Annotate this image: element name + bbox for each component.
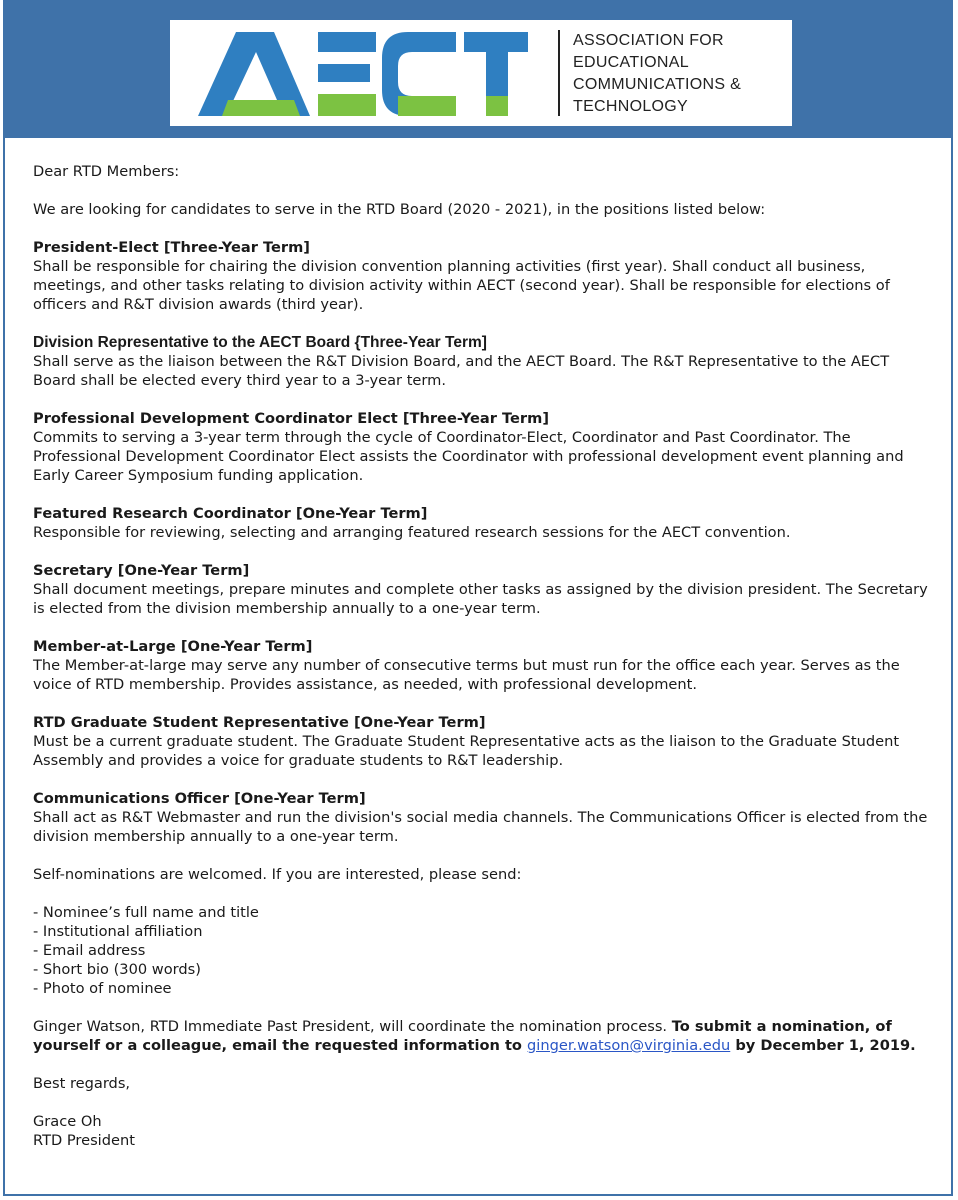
logo-letter-e-bottom — [318, 94, 376, 116]
aect-wordmark-graphic — [198, 30, 528, 116]
submission-instructions: To submit a nomination, of yourself or a colleague, email the requested information to — [33, 1018, 892, 1054]
logo-letter-c-base — [398, 96, 456, 116]
logo-letter-a-bar — [222, 100, 300, 116]
logo-line: COMMUNICATIONS & — [573, 76, 742, 93]
position-title: RTD Graduate Student Representative [One-Year Term] — [33, 714, 486, 731]
deadline-text: by December 1, 2019. — [730, 1037, 916, 1054]
position-title: President-Elect [Three-Year Term] — [33, 239, 310, 256]
position-section — [33, 238, 933, 314]
signature-name: Grace Oh — [33, 1113, 102, 1130]
logo-divider — [558, 30, 560, 116]
position-section — [33, 713, 933, 770]
position-title: Featured Research Coordinator [One-Year Term] — [33, 505, 428, 522]
header-band — [5, 2, 951, 138]
position-description: Must be a current graduate student. The Graduate Student Representative acts as the liaison to the Graduate Student Assembly and provides a voice for graduate students to R&T leadership. — [33, 733, 900, 769]
list-item: - Email address — [33, 942, 146, 959]
logo-line: ASSOCIATION FOR — [573, 32, 724, 49]
nomination-requirements-list — [33, 903, 933, 998]
list-item: - Institutional affiliation — [33, 923, 203, 940]
position-description: Responsible for reviewing, selecting and arranging featured research sessions for the AECT convention. — [33, 524, 791, 541]
logo-line: EDUCATIONAL — [573, 54, 689, 71]
position-description: Shall be responsible for chairing the division convention planning activities (first year). Shall conduct all business, meetings, and other tasks relating to division activity within AECT (second year). Shall be responsible for elections of officers and R&T division awards (third year). — [33, 258, 890, 313]
position-description: Shall document meetings, prepare minutes and complete other tasks as assigned by the division president. The Secretary is elected from the division membership annually to a one-year term. — [33, 581, 928, 617]
salutation: Dear RTD Members: — [33, 163, 180, 180]
position-title: Secretary [One-Year Term] — [33, 562, 250, 579]
position-title: Professional Development Coordinator Elect [Three-Year Term] — [33, 410, 549, 427]
position-section — [33, 637, 933, 694]
logo-letter-e-top — [318, 32, 376, 52]
signature-title: RTD President — [33, 1132, 135, 1149]
letter-body — [33, 162, 933, 1150]
email-link[interactable]: ginger.watson@virginia.edu — [527, 1037, 731, 1054]
logo-letter-t-base — [486, 96, 508, 116]
coordination-text: Ginger Watson, RTD Immediate Past President, will coordinate the nomination process. — [33, 1018, 672, 1035]
position-description: Shall serve as the liaison between the R&T Division Board, and the AECT Board. The R&T Representative to the AECT Board shall be elected every third year to a 3-year term. — [33, 353, 890, 389]
aect-logo — [170, 20, 792, 126]
logo-letter-e-mid — [318, 64, 370, 82]
logo-letter-t-top — [464, 32, 528, 52]
position-section — [33, 789, 933, 846]
position-description: Shall act as R&T Webmaster and run the division's social media channels. The Communications Officer is elected from the division membership annually to a one-year term. — [33, 809, 928, 845]
coordination-paragraph — [33, 1017, 933, 1055]
logo-line: TECHNOLOGY — [573, 98, 689, 115]
position-description: Commits to serving a 3-year term through the cycle of Coordinator-Elect, Coordinator and Past Coordinator. The Professional Development Coordinator Elect assists the Coordinator with professional development event planning and Early Career Symposium funding application. — [33, 429, 904, 484]
position-section — [33, 561, 933, 618]
signature-block — [33, 1112, 933, 1150]
list-item: - Photo of nominee — [33, 980, 172, 997]
position-section — [33, 504, 933, 542]
closing: Best regards, — [33, 1075, 131, 1092]
position-section — [33, 409, 933, 485]
self-nomination-paragraph: Self-nominations are welcomed. If you are interested, please send: — [33, 866, 522, 883]
logo-organization-name — [573, 30, 788, 118]
position-title: Division Representative to the AECT Board {Three-Year Term] — [33, 334, 487, 351]
position-section — [33, 333, 933, 390]
position-title: Communications Officer [One-Year Term] — [33, 790, 366, 807]
position-description: The Member-at-large may serve any number of consecutive terms but must run for the office each year. Serves as the voice of RTD membership. Provides assistance, as needed, with professional development. — [33, 657, 900, 693]
logo-letter-t-stem — [486, 52, 508, 98]
intro-paragraph: We are looking for candidates to serve in the RTD Board (2020 - 2021), in the positions listed below: — [33, 201, 766, 218]
position-title: Member-at-Large [One-Year Term] — [33, 638, 313, 655]
list-item: - Short bio (300 words) — [33, 961, 201, 978]
letter-frame — [3, 0, 953, 1196]
list-item: - Nominee’s full name and title — [33, 904, 259, 921]
